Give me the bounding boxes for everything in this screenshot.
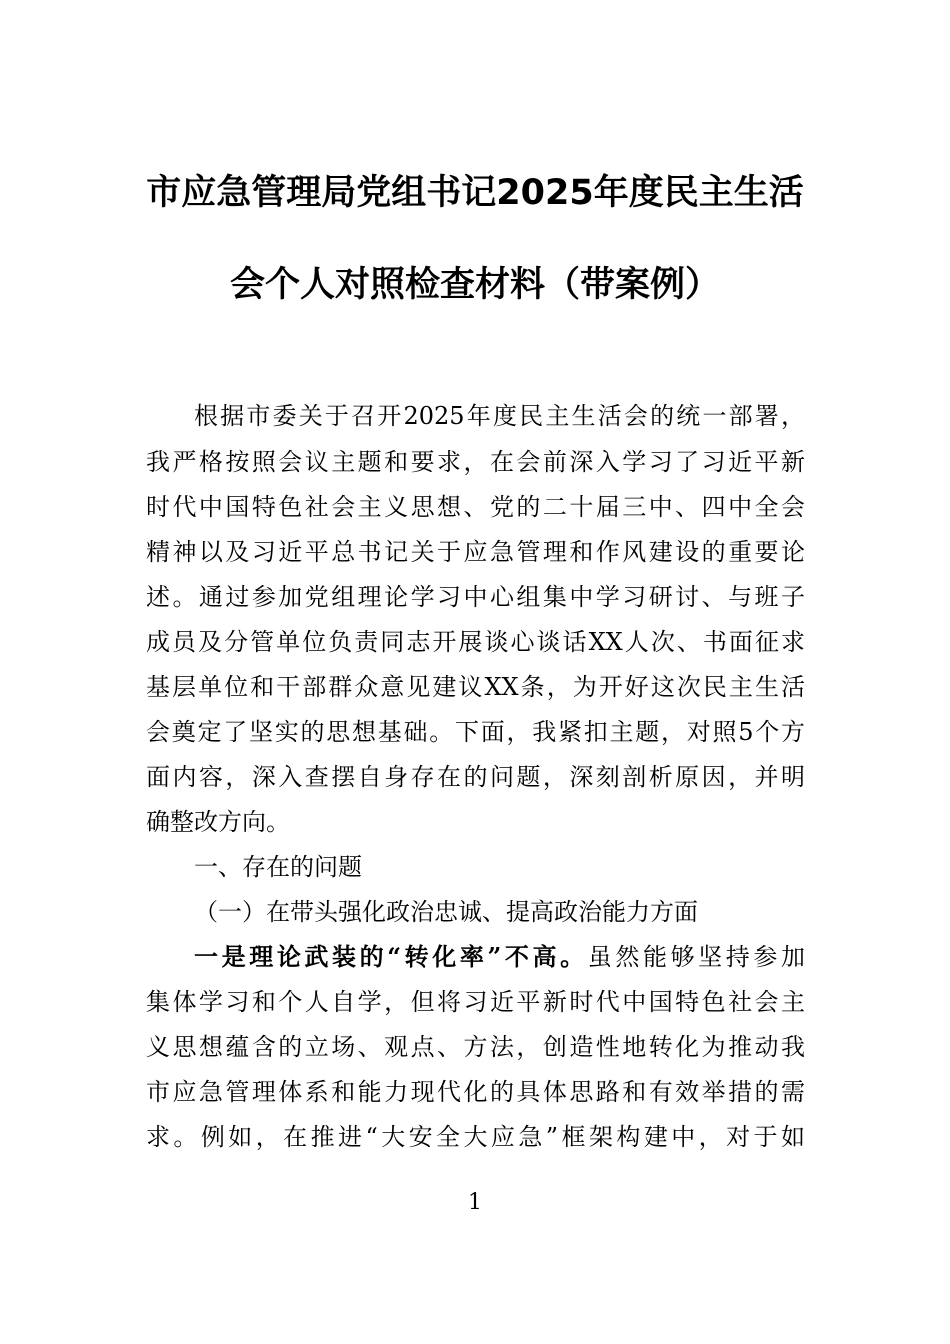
- document-title-line-1: 市应急管理局党组书记2025年度民主生活: [146, 173, 804, 213]
- subsection-heading: （一）在带头强化政治忠诚、提高政治能力方面: [194, 898, 698, 926]
- intro-paragraph-line: 会奠定了坚实的思想基础。下面，我紧扣主题，对照5个方: [146, 718, 805, 746]
- page-number: 1: [468, 1190, 482, 1215]
- intro-paragraph-line: 我严格按照会议主题和要求，在会前深入学习了习近平新: [146, 448, 805, 476]
- point-paragraph-line: 集体学习和个人自学，但将习近平新时代中国特色社会主: [146, 988, 805, 1016]
- point-paragraph-line: 义思想蕴含的立场、观点、方法，创造性地转化为推动我: [146, 1033, 805, 1061]
- point-paragraph-line: 求。例如，在推进“大安全大应急”框架构建中，对于如: [146, 1123, 805, 1151]
- intro-paragraph-line: 时代中国特色社会主义思想、党的二十届三中、四中全会: [146, 493, 805, 521]
- document-title-line-2: 会个人对照检查材料（带案例）: [229, 265, 720, 305]
- point-paragraph-line: 市应急管理体系和能力现代化的具体思路和有效举措的需: [146, 1078, 805, 1106]
- intro-paragraph-line: 基层单位和干部群众意见建议XX条，为开好这次民主生活: [146, 673, 805, 701]
- point-first-line: [194, 942, 805, 972]
- intro-paragraph-line: 精神以及习近平总书记关于应急管理和作风建设的重要论: [146, 538, 805, 566]
- intro-paragraph-line: 确整改方向。: [146, 808, 290, 836]
- point-lead-rest: 虽然能够坚持参加: [587, 943, 806, 971]
- intro-paragraph-line: 成员及分管单位负责同志开展谈心谈话XX人次、书面征求: [146, 628, 805, 656]
- intro-paragraph-line: 面内容，深入查摆自身存在的问题，深刻剖析原因，并明: [146, 763, 805, 791]
- section-heading: 一、存在的问题: [194, 853, 362, 881]
- point-lead: 一是理论武装的“转化率”不高。: [194, 942, 588, 971]
- intro-paragraph-line: 根据市委关于召开2025年度民主生活会的统一部署，: [194, 402, 805, 430]
- intro-paragraph-line: 述。通过参加党组理论学习中心组集中学习研讨、与班子: [146, 583, 805, 611]
